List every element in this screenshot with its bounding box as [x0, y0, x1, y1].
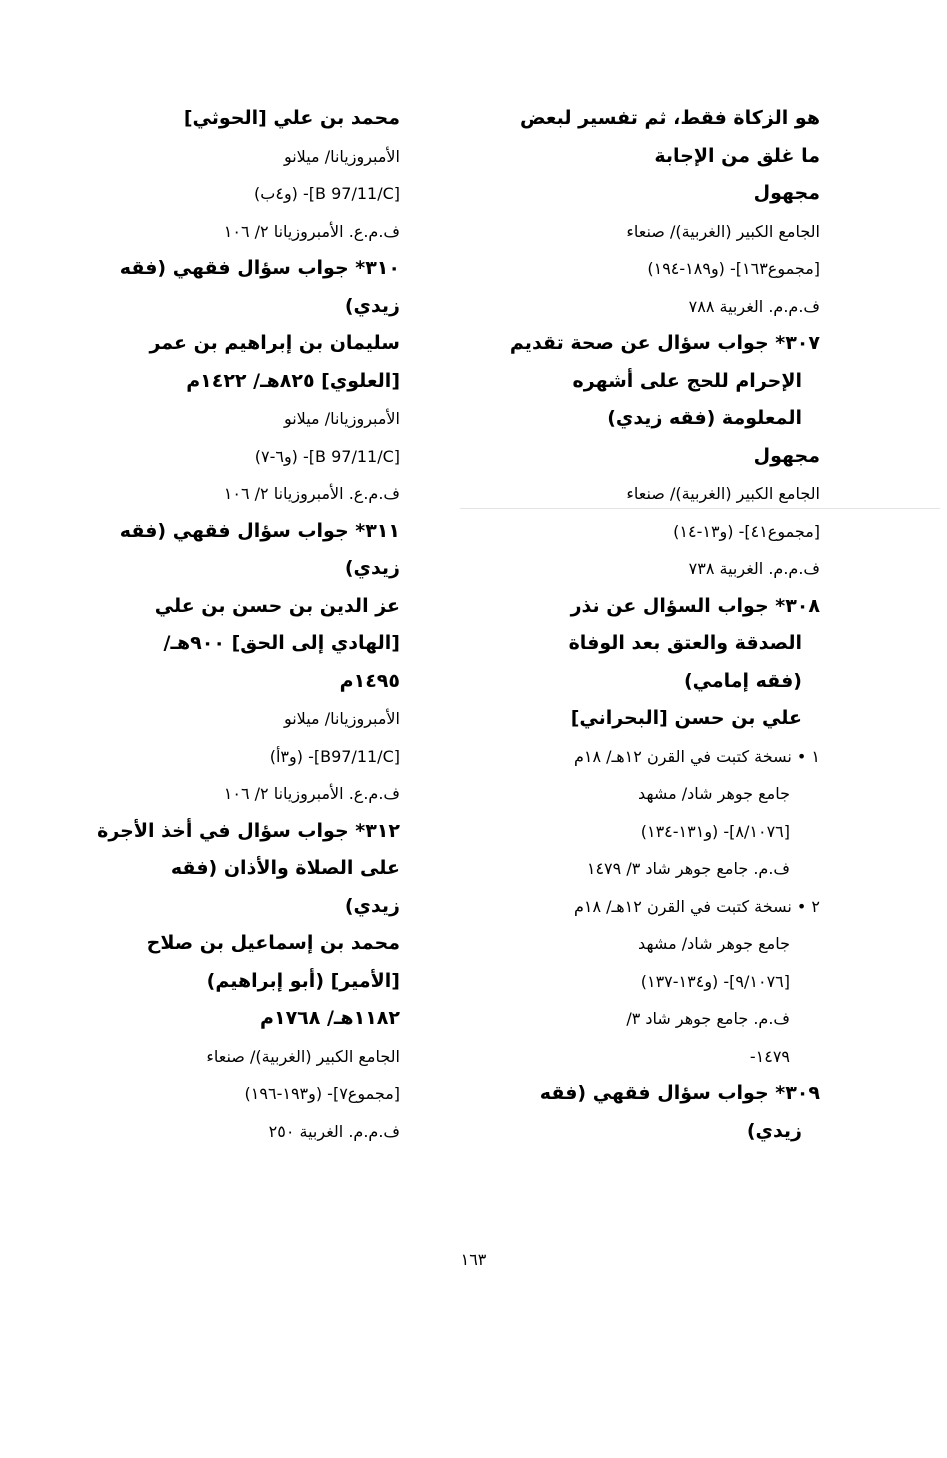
- right-column-line: ف.م. جامع جوهر شاد ٣/: [626, 1009, 790, 1028]
- right-column-line: جامع جوهر شاد/ مشهد: [638, 934, 790, 953]
- left-column-line: ف.م.ع. الأمبروزيانا ٢/ ١٠٦: [223, 784, 400, 803]
- right-column-line: [٨/١٠٧٦]- (و١٣١-١٣٤): [640, 821, 790, 841]
- right-column-line: [مجموع٤١]- (و١٣-١٤): [673, 521, 820, 541]
- right-column-line: ١ • نسخة كتبت في القرن ١٢هـ/ ١٨م: [573, 746, 820, 766]
- left-column-line: ف.م.ع. الأمبروزيانا ٢/ ١٠٦: [223, 221, 400, 241]
- right-column-line: مجهول: [753, 444, 820, 467]
- right-column-line: ٣٠٧* جواب سؤال عن صحة تقديم: [509, 332, 820, 354]
- right-column-line: ١٤٧٩-: [749, 1046, 790, 1066]
- left-column-line: الأمبروزيانا/ ميلانو: [283, 709, 400, 728]
- left-column-line: سليمان بن إبراهيم بن عمر: [149, 332, 400, 354]
- left-column-line: [B 97/11/C]- (و٦-٧): [254, 446, 400, 466]
- right-column-line: الجامع الكبير (الغربية)/ صنعاء: [626, 221, 820, 241]
- right-column-line: ٢ • نسخة كتبت في القرن ١٢هـ/ ١٨م: [573, 896, 820, 916]
- right-column-line: الجامع الكبير (الغربية)/ صنعاء: [626, 484, 820, 503]
- left-column-line: ٣١١* جواب سؤال فقهي (فقه: [119, 519, 400, 542]
- left-column-line: زيدي): [344, 294, 400, 317]
- left-column-line: [العلوي] ٨٢٥هـ/ ١٤٢٢م: [186, 369, 400, 392]
- right-column-line: ٣٠٨* جواب السؤال عن نذر: [570, 594, 820, 617]
- left-column-line: الأمبروزيانا/ ميلانو: [283, 409, 400, 428]
- left-column-line: [مجموع٧]- (و١٩٣-١٩٦): [244, 1084, 400, 1103]
- left-column-line: ف.م.م. الغربية ٢٥٠: [268, 1121, 400, 1141]
- left-column-line: الجامع الكبير (الغربية)/ صنعاء: [206, 1046, 400, 1066]
- right-column-line: ف.م.م. الغربية ٧٨٨: [688, 296, 820, 316]
- left-column-line: ٣١٢* جواب سؤال في أخذ الأجرة: [97, 819, 400, 842]
- left-column-line: [الأمير] (أبو إبراهيم): [206, 969, 400, 992]
- right-column-line: مجهول: [753, 182, 820, 204]
- right-column-line: ٣٠٩* جواب سؤال فقهي (فقه: [539, 1082, 820, 1104]
- right-column-line: جامع جوهر شاد/ مشهد: [638, 784, 790, 803]
- left-column-line: زيدي): [344, 557, 400, 579]
- right-column-line: [٩/١٠٧٦]- (و١٣٤-١٣٧): [640, 971, 790, 991]
- left-column: [97, 100, 400, 1150]
- right-column-line: المعلومة (فقه زيدي): [607, 407, 802, 429]
- right-column-line: [مجموع١٦٣]- (و١٨٩-١٩٤): [647, 259, 820, 278]
- left-column-line: ٣١٠* جواب سؤال فقهي (فقه: [119, 257, 400, 279]
- left-column-line: عز الدين بن حسن بن علي: [154, 594, 400, 617]
- right-column: [480, 100, 820, 1150]
- right-column-line: ف.م. جامع جوهر شاد ٣/ ١٤٧٩: [586, 859, 790, 878]
- left-column-line: محمد بن إسماعيل بن صلاح: [146, 932, 400, 954]
- right-column-line: زيدي): [746, 1119, 802, 1142]
- left-column-line: على الصلاة والأذان (فقه: [170, 857, 400, 879]
- left-column-line: محمد بن علي [الحوثي]: [183, 107, 400, 129]
- right-column-line: هو الزكاة فقط، ثم تفسير لبعض: [520, 107, 820, 129]
- right-column-line: ف.م.م. الغربية ٧٣٨: [688, 559, 820, 578]
- right-column-line: (فقه إمامي): [683, 669, 802, 692]
- left-column-line: [B97/11/C]- (و٣أ): [269, 746, 400, 766]
- left-column-line: ١١٨٢هـ/ ١٧٦٨م: [260, 1007, 400, 1029]
- right-column-line: ما غلق من الإجابة: [654, 144, 820, 167]
- page-number: ١٦٣: [460, 1250, 487, 1269]
- left-column-line: ف.م.ع. الأمبروزيانا ٢/ ١٠٦: [223, 484, 400, 503]
- left-column-line: ١٤٩٥م: [339, 669, 400, 692]
- right-column-line: الصدقة والعتق بعد الوفاة: [568, 632, 802, 654]
- left-column-line: [الهادي إلى الحق] ٩٠٠هـ/: [163, 632, 400, 654]
- right-column-line: الإحرام للحج على أشهره: [572, 369, 802, 392]
- right-column-line: علي بن حسن [البحراني]: [570, 707, 802, 729]
- left-column-line: [B 97/11/C]- (و٤ب): [254, 184, 400, 203]
- left-column-line: الأمبروزيانا/ ميلانو: [283, 146, 400, 166]
- left-column-line: زيدي): [344, 894, 400, 917]
